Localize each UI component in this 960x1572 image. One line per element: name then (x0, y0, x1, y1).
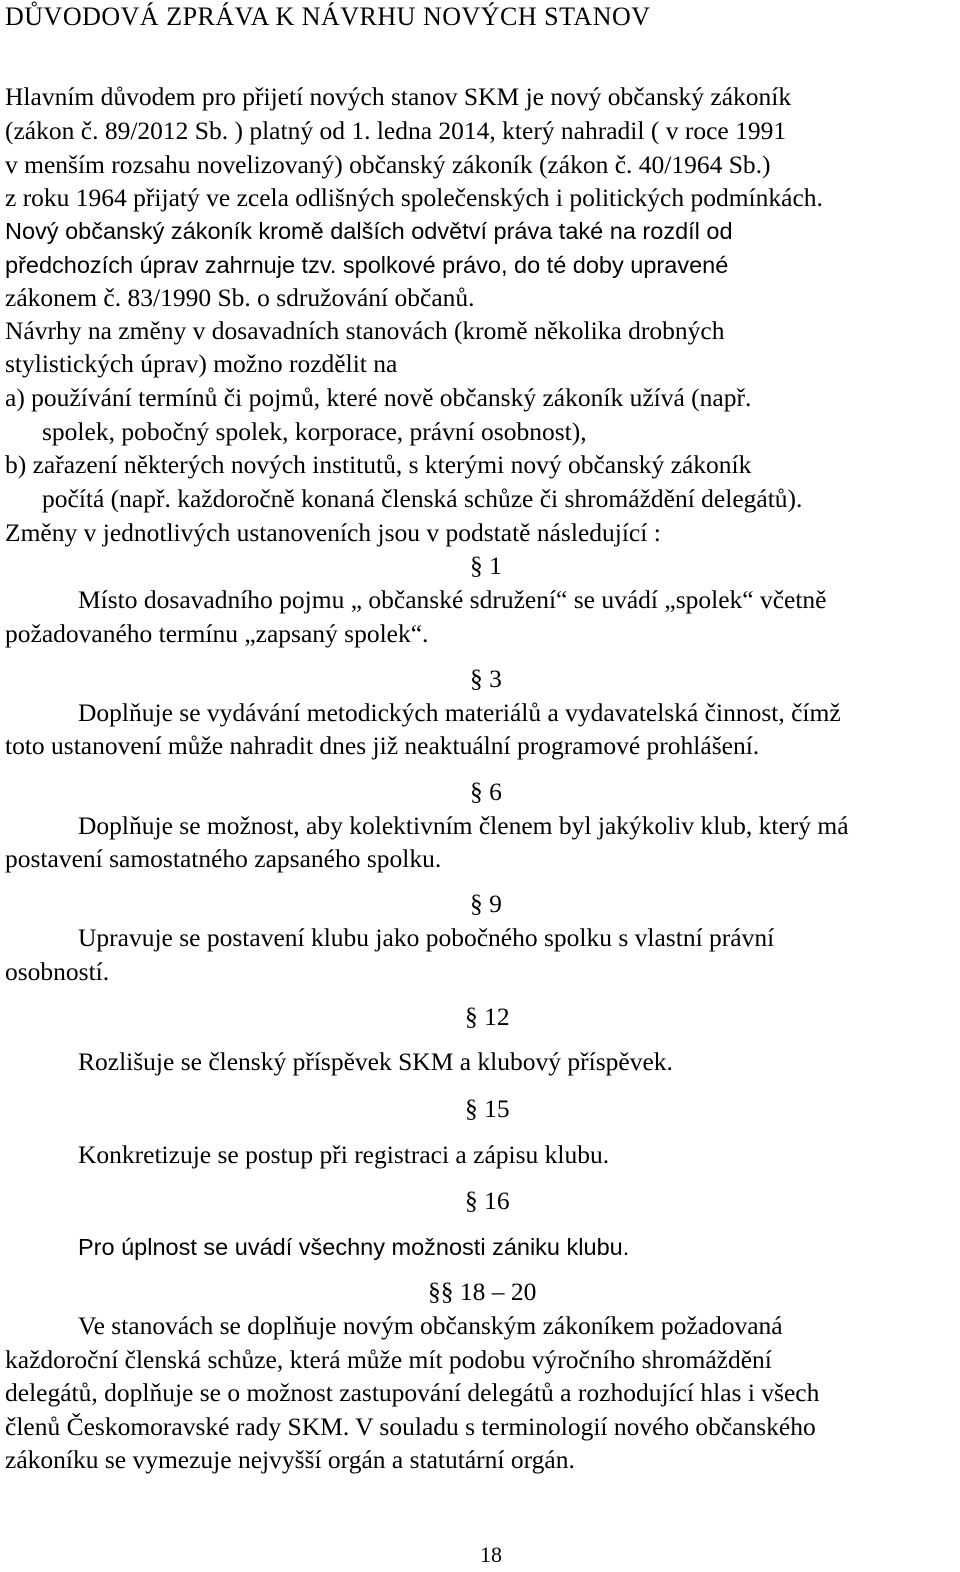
section-number: §§ 18 – 20 (428, 1277, 537, 1306)
section-number: § 3 (470, 664, 502, 693)
list-item-b: b) zařazení některých nových institutů, s kterými nový občanský zákoník (5, 450, 752, 479)
section-text: každoroční členská schůze, která může mít podobu výročního shromáždění (5, 1345, 772, 1374)
section-number: § 16 (465, 1186, 510, 1215)
section-text: Doplňuje se možnost, aby kolektivním členem byl jakýkoliv klub, který má (78, 811, 849, 840)
intro-line: (zákon č. 89/2012 Sb. ) platný od 1. ledna 2014, který nahradil ( v roce 1991 (5, 116, 787, 145)
section-text: požadovaného termínu „zapsaný spolek“. (5, 619, 429, 648)
section-text: Konkretizuje se postup při registraci a zápisu klubu. (78, 1140, 610, 1169)
section-text: toto ustanovení může nahradit dnes již neaktuální programové prohlášení. (5, 731, 760, 760)
intro-line: zákonem č. 83/1990 Sb. o sdružování občanů. (5, 283, 475, 312)
section-text: Místo dosavadního pojmu „ občanské sdružení“ se uvádí „spolek“ včetně (78, 585, 827, 614)
list-item-b-continued: počítá (např. každoročně konaná členská schůze či shromáždění delegátů). (42, 484, 803, 513)
list-item-a: a) používání termínů či pojmů, které nově občanský zákoník užívá (např. (5, 383, 752, 412)
section-text: členů Českomoravské rady SKM. V souladu s terminologií nového občanského (5, 1412, 816, 1441)
intro-line: z roku 1964 přijatý ve zcela odlišných společenských i politických podmínkách. (5, 183, 823, 212)
intro-line: předchozích úprav zahrnuje tzv. spolkové právo, do té doby upravené (5, 252, 729, 278)
section-number: § 1 (470, 551, 502, 580)
section-text: Pro úplnost se uvádí všechny možnosti zániku klubu. (78, 1234, 630, 1260)
section-text: postavení samostatného zapsaného spolku. (5, 844, 442, 873)
section-number: § 15 (465, 1094, 510, 1123)
intro-line: stylistických úprav) možno rozdělit na (5, 349, 398, 378)
section-number: § 6 (470, 777, 502, 806)
list-item-a-continued: spolek, pobočný spolek, korporace, právní osobnost), (42, 417, 587, 446)
document-title: DŮVODOVÁ ZPRÁVA K NÁVRHU NOVÝCH STANOV (5, 2, 651, 31)
section-text: zákoníku se vymezuje nejvyšší orgán a statutární orgán. (5, 1445, 575, 1474)
intro-line: Změny v jednotlivých ustanoveních jsou v podstatě následující : (5, 518, 661, 547)
section-text: Ve stanovách se doplňuje novým občanským zákoníkem požadovaná (78, 1311, 783, 1340)
section-text: Doplňuje se vydávání metodických materiálů a vydavatelská činnost, čímž (78, 698, 841, 727)
section-text: osobností. (5, 957, 110, 986)
intro-line: Hlavním důvodem pro přijetí nových stanov SKM je nový občanský zákoník (5, 82, 792, 111)
section-text: Upravuje se postavení klubu jako pobočného spolku s vlastní právní (78, 923, 775, 952)
page-number: 18 (480, 1542, 502, 1567)
section-number: § 12 (465, 1002, 510, 1031)
section-text: Rozlišuje se členský příspěvek SKM a klubový příspěvek. (78, 1047, 673, 1076)
intro-line: Nový občanský zákoník kromě dalších odvětví práva také na rozdíl od (5, 218, 733, 244)
section-number: § 9 (470, 889, 502, 918)
intro-line: v menším rozsahu novelizovaný) občanský zákoník (zákon č. 40/1964 Sb.) (5, 150, 771, 179)
section-text: delegátů, doplňuje se o možnost zastupování delegátů a rozhodující hlas i všech (5, 1378, 820, 1407)
intro-line: Návrhy na změny v dosavadních stanovách (kromě několika drobných (5, 316, 725, 345)
